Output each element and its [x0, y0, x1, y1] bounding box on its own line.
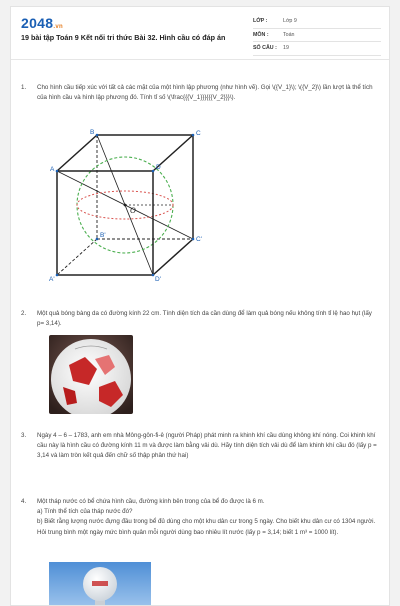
- question-line: Một tháp nước có bể chứa hình cầu, đường kính bên trong của bể đo được là 6 m.: [37, 498, 265, 505]
- meta-value: Toán: [283, 31, 295, 38]
- meta-row-grade: [253, 15, 381, 29]
- vertex-label-b-prime: B': [100, 232, 106, 239]
- document-page: [10, 6, 390, 606]
- meta-value: Lớp 9: [283, 18, 297, 25]
- question-3: [21, 431, 379, 462]
- football-photo: [49, 335, 133, 414]
- question-1: [21, 83, 379, 103]
- question-text: [37, 497, 379, 538]
- question-text: Cho hình cầu tiếp xúc với tất cả các mặt của một hình lập phương (như hình vẽ). Gọi \({V_1}\); \({V_2}\) lần lượt là thể tích của hình cầu và hình lập phương đó. Tính tỉ số \(\frac{{{V_1}}}{{{V_2}}}\).: [37, 84, 373, 102]
- question-line: a) Tính thể tích của tháp nước đó?: [37, 508, 133, 516]
- vertex-label-c: C: [196, 130, 201, 137]
- question-number: 3.: [21, 432, 27, 439]
- question-number: 2.: [21, 310, 27, 317]
- meta-table: [253, 15, 381, 56]
- meta-label: LỚP :: [253, 18, 268, 25]
- vertex-label-b: B: [90, 129, 95, 136]
- question-text: Ngày 4 – 6 – 1783, anh em nhà Mông-gôn-fi-ê (người Pháp) phát minh ra khinh khí cầu dùng không khí nóng. Coi khinh khí cầu này là hình cầu có đường kính 11 m và được làm bằng vải dù. Hãy tính diện tích vải dù để làm khinh khí cầu đó (lấy p = 3,14 và làm tròn kết quả đến chữ số thập phân thứ hai): [37, 432, 377, 460]
- water-tower-photo: [49, 562, 151, 606]
- meta-label: MÔN :: [253, 31, 269, 38]
- meta-label: SỐ CÂU :: [253, 45, 277, 52]
- question-number: 1.: [21, 84, 27, 91]
- vertex-label-a-prime: A': [49, 276, 55, 283]
- logo-text: 2048: [21, 15, 54, 31]
- question-number: 4.: [21, 498, 27, 505]
- vertex-label-d: D: [156, 164, 161, 171]
- site-logo[interactable]: [21, 15, 63, 31]
- vertex-label-c-prime: C': [196, 236, 202, 243]
- vertex-label-a: A: [50, 166, 55, 173]
- question-text: Một quả bóng bàng da có đường kính 22 cm. Tính diện tích da cần dùng để làm quả bóng nếu không tính tỉ lệ hao hụt (lấy p= 3,14).: [37, 310, 372, 328]
- page-title: 19 bài tập Toán 9 Kết nối tri thức Bài 32. Hình cầu có đáp án: [21, 33, 226, 42]
- logo-suffix: .vn: [53, 24, 63, 30]
- question-4: [21, 497, 379, 538]
- vertex-label-d-prime: D': [155, 276, 161, 283]
- cube-sphere-figure: [49, 127, 209, 287]
- question-line: b) Biết rằng lượng nước đựng đầu trong bể đủ dùng cho một khu dân cư trong 5 ngày. Cho biết khu dân cư có 1304 người. Hỏi trung bình một ngày mức bình quân mỗi người dùng bao nhiêu lít nước (lấy p = 3,14; biết 1 m³ = 1000 lít).: [37, 518, 376, 536]
- meta-row-subject: [253, 29, 381, 43]
- meta-row-count: [253, 42, 381, 56]
- meta-value: 19: [283, 45, 289, 52]
- center-label-o: O: [130, 206, 136, 215]
- question-2: [21, 309, 379, 329]
- document-header: [11, 7, 389, 60]
